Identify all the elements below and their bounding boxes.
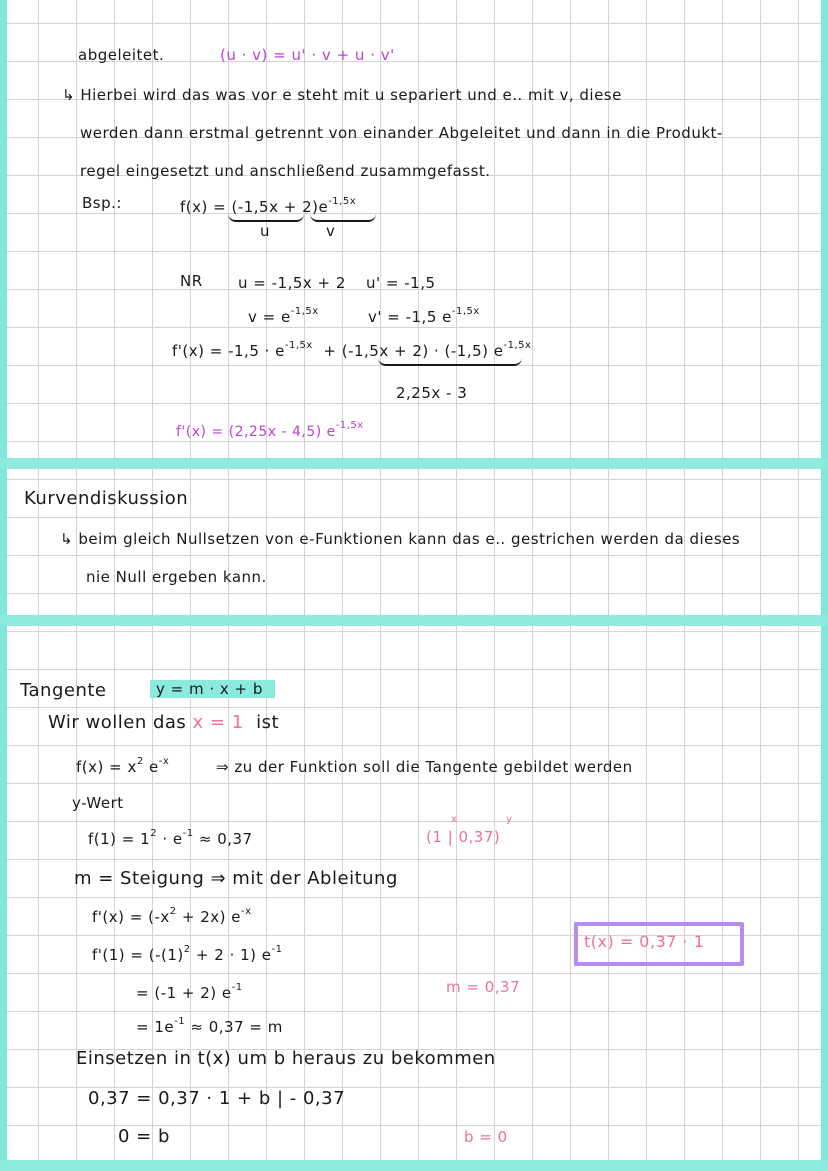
final-derivative: f'(x) = (2,25x - 4,5) $e^{-1,5x}$ — [176, 420, 364, 440]
slope-label: m = Steigung ⇒ mit der Ableitung — [74, 868, 398, 889]
section-divider — [0, 458, 828, 469]
equation-step: 0,37 = 0,37 · 1 + b | - 0,37 — [88, 1088, 346, 1109]
text-line: regel eingesetzt und anschließend zusammgefasst. — [80, 162, 491, 180]
derivative-line: $f'(x) = (-x^2 + 2x)$ $e^{-x}$ — [92, 906, 252, 926]
intercept-result: b = 0 — [464, 1128, 508, 1146]
nr-v-prime: v' = -1,5 $e^{-1,5x}$ — [368, 306, 480, 326]
left-margin-band — [0, 0, 7, 1170]
nr-u-prime: u' = -1,5 — [366, 274, 436, 292]
text-line: nie Null ergeben kann. — [86, 568, 267, 586]
tangent-formula-highlight: y = m · x + b — [150, 680, 275, 698]
brace-v — [310, 214, 376, 222]
point-x-label: x — [451, 814, 458, 825]
text-line: abgeleitet. — [78, 46, 165, 64]
brace-u-label: u — [260, 222, 271, 240]
section-divider — [0, 615, 828, 626]
tangent-point: (1 | 0,37) — [426, 828, 501, 846]
insert-instruction: Einsetzen in t(x) um b heraus zu bekommen — [76, 1048, 496, 1069]
y-value-calc: $f(1) = 1^2 \cdot e^{-1} \approx 0,37$ — [88, 828, 253, 848]
brace-result-label: 2,25x - 3 — [396, 384, 468, 402]
slope-result: m = 0,37 — [446, 978, 521, 996]
fprime-expansion: $f'(x) = -1,5 \cdot e^{-1,5x} + (-1,5x + 2) \cdot (-1,5)$ $e^{-1,5x}$ — [172, 340, 532, 360]
equation-step: 0 = b — [118, 1126, 170, 1147]
tangent-equation: t(x) = 0,37 · 1 — [584, 932, 705, 951]
nr-v: $v = e^{-1,5x}$ — [248, 306, 319, 326]
derivative-step: = (-1 + 2) $e^{-1}$ — [136, 982, 243, 1002]
example-formula: $f(x) = (-1,5x + 2)e^{-1,5x}$ — [180, 196, 357, 216]
text-line: ↳ beim gleich Nullsetzen von e-Funktionen kann das e‥ gestrichen werden da dieses — [60, 530, 741, 548]
right-margin-band — [821, 0, 828, 1170]
example-label: Bsp.: — [82, 194, 122, 212]
intro-line: Wir wollen das x = 1 ist — [48, 712, 280, 733]
derivative-step: = $1e^{-1} \approx 0,37 = m$ — [136, 1016, 283, 1036]
text-line: werden dann erstmal getrennt von einander Abgeleitet und dann in die Produkt- — [80, 124, 723, 142]
brace-result — [378, 358, 522, 366]
derivative-at-1: $f'(1) = (-(1)^2 + 2 \cdot 1)$ $e^{-1}$ — [92, 944, 283, 964]
text-line: ↳ Hierbei wird das was vor e steht mit u separiert und e‥ mit v, diese — [62, 86, 622, 104]
brace-u — [228, 214, 304, 222]
function-note: ⇒ zu der Funktion soll die Tangente gebildet werden — [216, 758, 633, 776]
nr-u: u = -1,5x + 2 — [238, 274, 346, 292]
section-title: Kurvendiskussion — [24, 488, 189, 509]
product-rule-formula: (u · v) = u' · v + u · v' — [220, 46, 395, 64]
brace-v-label: v — [326, 222, 336, 240]
function-definition: $f(x) = x^2$ $e^{-x}$ — [76, 756, 170, 776]
section-title: Tangente — [20, 680, 107, 701]
section-divider — [0, 1160, 828, 1171]
point-y-label: y — [506, 814, 513, 825]
nr-label: NR — [180, 272, 203, 290]
ywert-label: y-Wert — [72, 794, 124, 812]
